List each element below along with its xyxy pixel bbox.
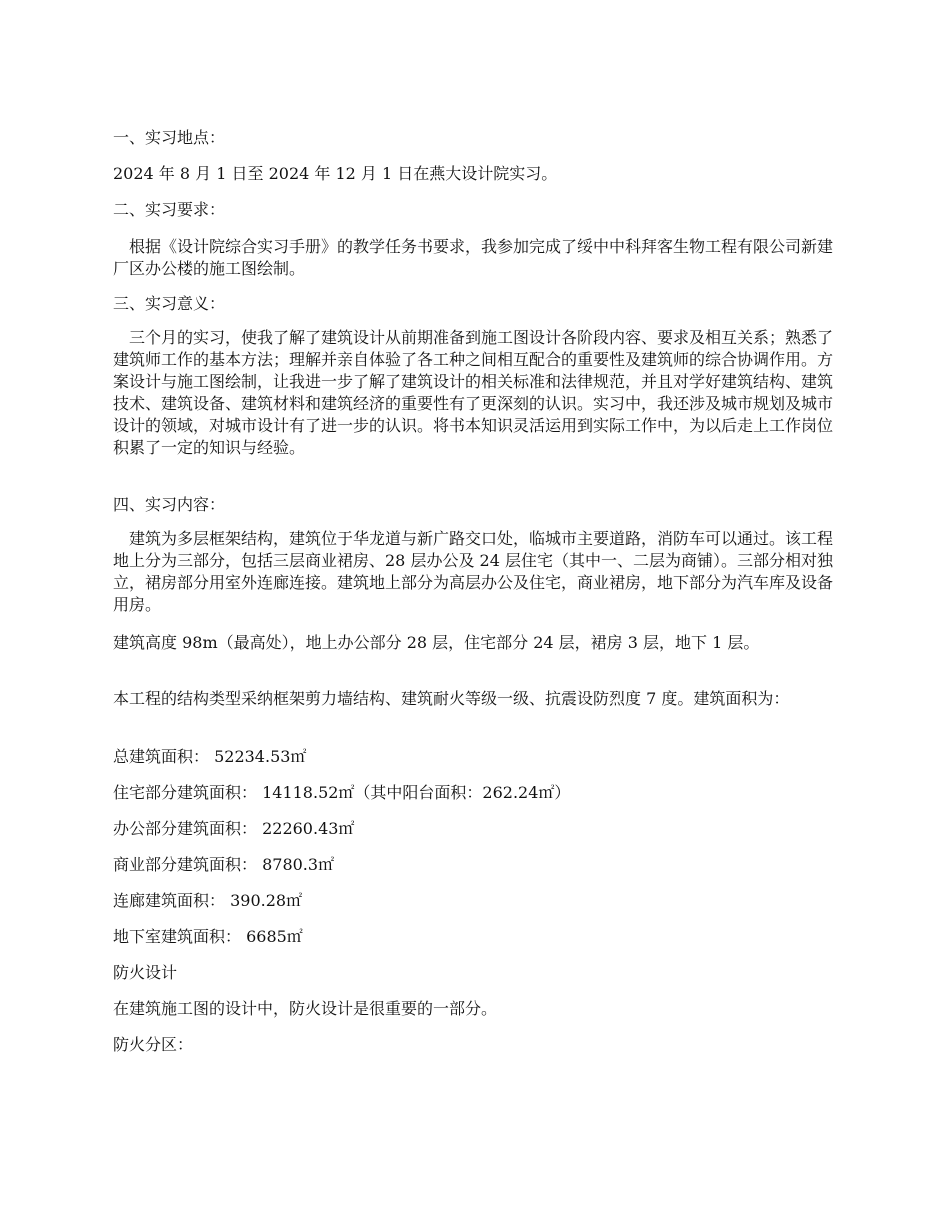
fire-design-title: 防火设计 <box>113 963 178 982</box>
significance-paragraph: 三个月的实习，使我了解了建筑设计从前期准备到施工图设计各阶段内容、要求及相互关系；熟悉了建筑师工作的基本方法；理解并亲自体验了各工种之间相互配合的重要性及建筑师的综合协调作用。方案设计与施工图绘制，让我进一步了解了建筑设计的相关标准和法律规范，并且对学好建筑结构、建筑技术、建筑设备、建筑材料和建筑经济的重要性有了更深刻的认识。实习中，我还涉及城市规划及城市设计的领域，对城市设计有了进一步的认识。将书本知识灵活运用到实际工作中，为以后走上工作岗位积累了一定的知识与经验。 <box>113 328 834 457</box>
internship-period: 2024 年 8 月 1 日至 2024 年 12 月 1 日在燕大设计院实习。 <box>113 164 558 183</box>
fire-design-paragraph: 在建筑施工图的设计中，防火设计是很重要的一部分。 <box>113 999 498 1018</box>
area-basement: 地下室建筑面积： 6685㎡ <box>113 927 303 946</box>
area-commercial: 商业部分建筑面积： 8780.3㎡ <box>113 855 335 874</box>
fire-zone-label: 防火分区： <box>113 1035 194 1054</box>
content-paragraph: 建筑为多层框架结构，建筑位于华龙道与新广路交口处，临城市主要道路，消防车可以通过。该工程地上分为三部分，包括三层商业裙房、28 层办公及 24 层住宅（其中一、二层为商铺）。三部分相对独立，裙房部分用室外连廊连接。建筑地上部分为高层办公及住宅，商业裙房，地下部分为汽车库及设备用房。 <box>113 529 834 614</box>
area-residential: 住宅部分建筑面积： 14118.52㎡（其中阳台面积：262.24㎡） <box>113 783 571 802</box>
requirements-paragraph: 根据《设计院综合实习手册》的教学任务书要求，我参加完成了绥中中科拜客生物工程有限公司新建厂区办公楼的施工图绘制。 <box>113 237 834 278</box>
height-paragraph: 建筑高度 98m（最高处），地上办公部分 28 层，住宅部分 24 层，裙房 3 层，地下 1 层。 <box>113 633 760 652</box>
section-heading-location: 一、实习地点： <box>113 128 226 147</box>
section-heading-significance: 三、实习意义： <box>113 294 226 313</box>
area-corridor: 连廊建筑面积： 390.28㎡ <box>113 891 303 910</box>
area-office: 办公部分建筑面积： 22260.43㎡ <box>113 819 355 838</box>
section-heading-content: 四、实习内容： <box>113 495 226 514</box>
area-total: 总建筑面积： 52234.53㎡ <box>113 747 307 766</box>
section-heading-requirements: 二、实习要求： <box>113 200 226 219</box>
structure-paragraph: 本工程的结构类型采纳框架剪力墙结构、建筑耐火等级一级、抗震设防烈度 7 度。建筑面积为： <box>113 689 790 708</box>
